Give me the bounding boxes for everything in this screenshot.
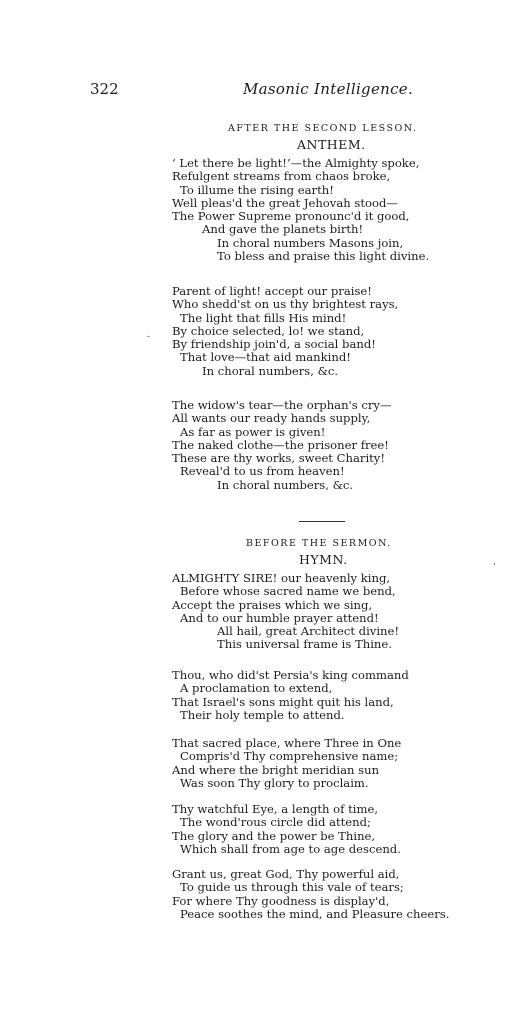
hymn-stanza-1 bbox=[172, 572, 492, 652]
section-caption: AFTER THE SECOND LESSON. bbox=[228, 123, 418, 134]
anthem-stanza-2 bbox=[172, 285, 492, 378]
verse-line: In choral numbers, &c. bbox=[202, 363, 339, 378]
verse-line: Their holy temple to attend. bbox=[180, 707, 345, 722]
verse-line: Thou, who did'st Persia's king command bbox=[172, 668, 409, 682]
verse-line: All hail, great Architect divine! bbox=[217, 624, 400, 639]
verse-line: The widow's tear—the orphan's cry— bbox=[172, 398, 392, 412]
hymn-stanza-3 bbox=[172, 737, 492, 790]
section-heading: ANTHEM. bbox=[297, 137, 366, 152]
verse-line: Before whose sacred name we bend, bbox=[180, 584, 396, 599]
section-heading: HYMN. bbox=[299, 552, 348, 567]
verse-line: That love—that aid mankind! bbox=[180, 350, 351, 365]
verse-line: This universal frame is Thine. bbox=[217, 637, 392, 652]
running-title: Masonic Intelligence. bbox=[243, 80, 414, 98]
verse-line: Parent of light! accept our praise! bbox=[172, 284, 372, 298]
verse-line: That sacred place, where Three in One bbox=[172, 736, 402, 750]
verse-line: Who shedd'st on us thy brightest rays, bbox=[172, 297, 399, 312]
verse-line: Accept the praises which we sing, bbox=[172, 597, 373, 612]
verse-line: To guide us through this vale of tears; bbox=[180, 880, 404, 895]
verse-line: The wond'rous circle did attend; bbox=[180, 815, 371, 830]
verse-line: And where the bright meridian sun bbox=[172, 762, 380, 777]
section-caption: BEFORE THE SERMON. bbox=[246, 538, 392, 549]
anthem-stanza-1 bbox=[172, 157, 492, 263]
margin-mark: - bbox=[147, 332, 151, 342]
verse-line: ‘ Let there be light!’—the Almighty spoke, bbox=[172, 156, 420, 170]
verse-line: Compris'd Thy comprehensive name; bbox=[180, 749, 399, 764]
verse-line: In choral numbers Masons join, bbox=[217, 235, 404, 250]
verse-line: The naked clothe—the prisoner free! bbox=[172, 437, 389, 452]
verse-line: The glory and the power be Thine, bbox=[172, 828, 376, 843]
verse-line: These are thy works, sweet Charity! bbox=[172, 451, 386, 466]
hymn-stanza-2 bbox=[172, 669, 492, 722]
verse-line: That Israel's sons might quit his land, bbox=[172, 694, 394, 709]
margin-mark: ’ bbox=[493, 563, 496, 573]
verse-line: Thy watchful Eye, a length of time, bbox=[172, 802, 379, 816]
verse-line: ALMIGHTY SIRE! our heavenly king, bbox=[172, 571, 391, 585]
verse-line: For where Thy goodness is display'd, bbox=[172, 893, 390, 908]
verse-line: A proclamation to extend, bbox=[180, 681, 333, 696]
verse-line: By choice selected, lo! we stand, bbox=[172, 323, 365, 338]
verse-line: Which shall from age to age descend. bbox=[180, 841, 401, 856]
verse-line: The Power Supreme pronounc'd it good, bbox=[172, 209, 410, 224]
verse-line: The light that fills His mind! bbox=[180, 310, 347, 325]
verse-line: In choral numbers, &c. bbox=[217, 477, 354, 492]
running-head bbox=[0, 80, 520, 102]
verse-line: By friendship join'd, a social band! bbox=[172, 337, 376, 352]
hymn-stanza-5 bbox=[172, 868, 492, 921]
page-number: 322 bbox=[90, 80, 119, 98]
verse-line: Reveal'd to us from heaven! bbox=[180, 464, 345, 479]
verse-line: To illume the rising earth! bbox=[180, 182, 334, 197]
verse-line: As far as power is given! bbox=[180, 424, 326, 439]
hymn-stanza-4 bbox=[172, 803, 492, 856]
verse-line: And gave the planets birth! bbox=[202, 222, 364, 237]
verse-line: All wants our ready hands supply, bbox=[172, 411, 371, 426]
verse-line: And to our humble prayer attend! bbox=[180, 610, 379, 625]
verse-line: To bless and praise this light divine. bbox=[217, 249, 430, 264]
verse-line: Was soon Thy glory to proclaim. bbox=[180, 775, 369, 790]
verse-line: Peace soothes the mind, and Pleasure cheers. bbox=[180, 906, 450, 921]
section-divider bbox=[299, 521, 345, 522]
verse-line: Grant us, great God, Thy powerful aid, bbox=[172, 867, 400, 881]
anthem-stanza-3 bbox=[172, 399, 492, 492]
verse-line: Refulgent streams from chaos broke, bbox=[172, 169, 391, 184]
verse-line: Well pleas'd the great Jehovah stood— bbox=[172, 195, 398, 210]
